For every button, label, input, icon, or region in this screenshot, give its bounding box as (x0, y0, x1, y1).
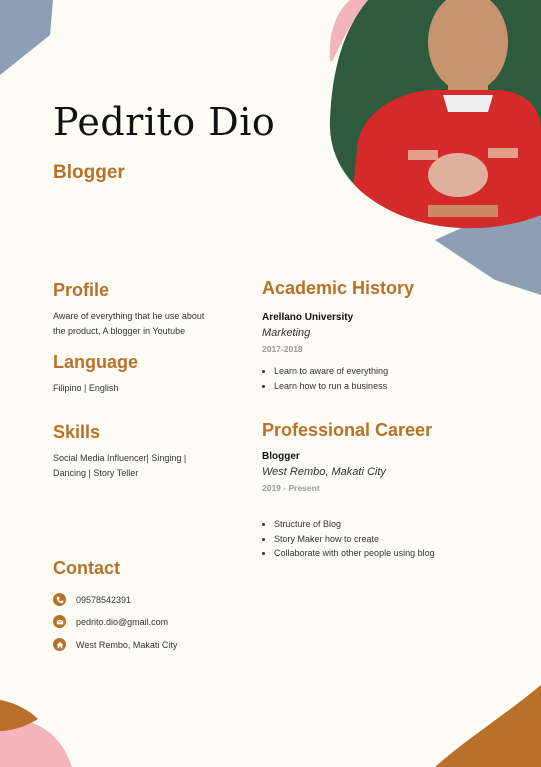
profile-line: Aware of everything that he use about (53, 311, 205, 321)
language-heading: Language (53, 352, 139, 372)
profile-heading: Profile (53, 280, 110, 300)
bottom-right-shape (435, 685, 541, 767)
course-name: Marketing (262, 327, 311, 339)
contact-address (53, 638, 177, 651)
list-item: • Learn to aware of everything (274, 364, 388, 379)
contact-phone (53, 593, 131, 606)
language-text: Filipino | English (53, 383, 119, 393)
school-name: Arellano University (262, 312, 354, 323)
email-address[interactable]: pedrito.dio@gmail.com (76, 616, 169, 627)
academic-years: 2017-2018 (262, 344, 303, 354)
contact-email (53, 615, 168, 628)
profile-text (53, 309, 204, 339)
list-item: • Story Maker how to create (274, 532, 435, 547)
skills-text (53, 451, 186, 481)
career-heading: Professional Career (262, 420, 433, 440)
person-name: Pedrito Dio (53, 100, 276, 144)
contact-heading: Contact (53, 558, 120, 578)
career-bullets (262, 517, 435, 561)
skills-line: Social Media Influencer| Singing | (53, 453, 187, 463)
skills-heading: Skills (53, 422, 101, 442)
list-item: • Structure of Blog (274, 517, 435, 532)
profile-line: the product, A blogger in Youtube (53, 326, 186, 336)
academic-heading: Academic History (262, 278, 415, 298)
profile-photo (328, 0, 541, 235)
person-role: Blogger (53, 162, 125, 183)
address-text: West Rembo, Makati City (76, 639, 178, 650)
list-item: • Learn how to run a business (274, 379, 388, 394)
list-item: • Collaborate with other people using blog (274, 546, 435, 561)
academic-bullets (262, 364, 388, 393)
skills-line: Dancing | Story Teller (53, 468, 139, 478)
home-icon (53, 638, 66, 651)
phone-number[interactable]: 09578542391 (76, 594, 132, 605)
career-title: Blogger (262, 451, 300, 462)
bottom-left-shape (0, 695, 80, 767)
career-location: West Rembo, Makati City (262, 466, 386, 478)
email-icon (53, 615, 66, 628)
top-left-shape (0, 0, 60, 80)
career-years: 2019 - Present (262, 483, 320, 493)
phone-icon (53, 593, 66, 606)
